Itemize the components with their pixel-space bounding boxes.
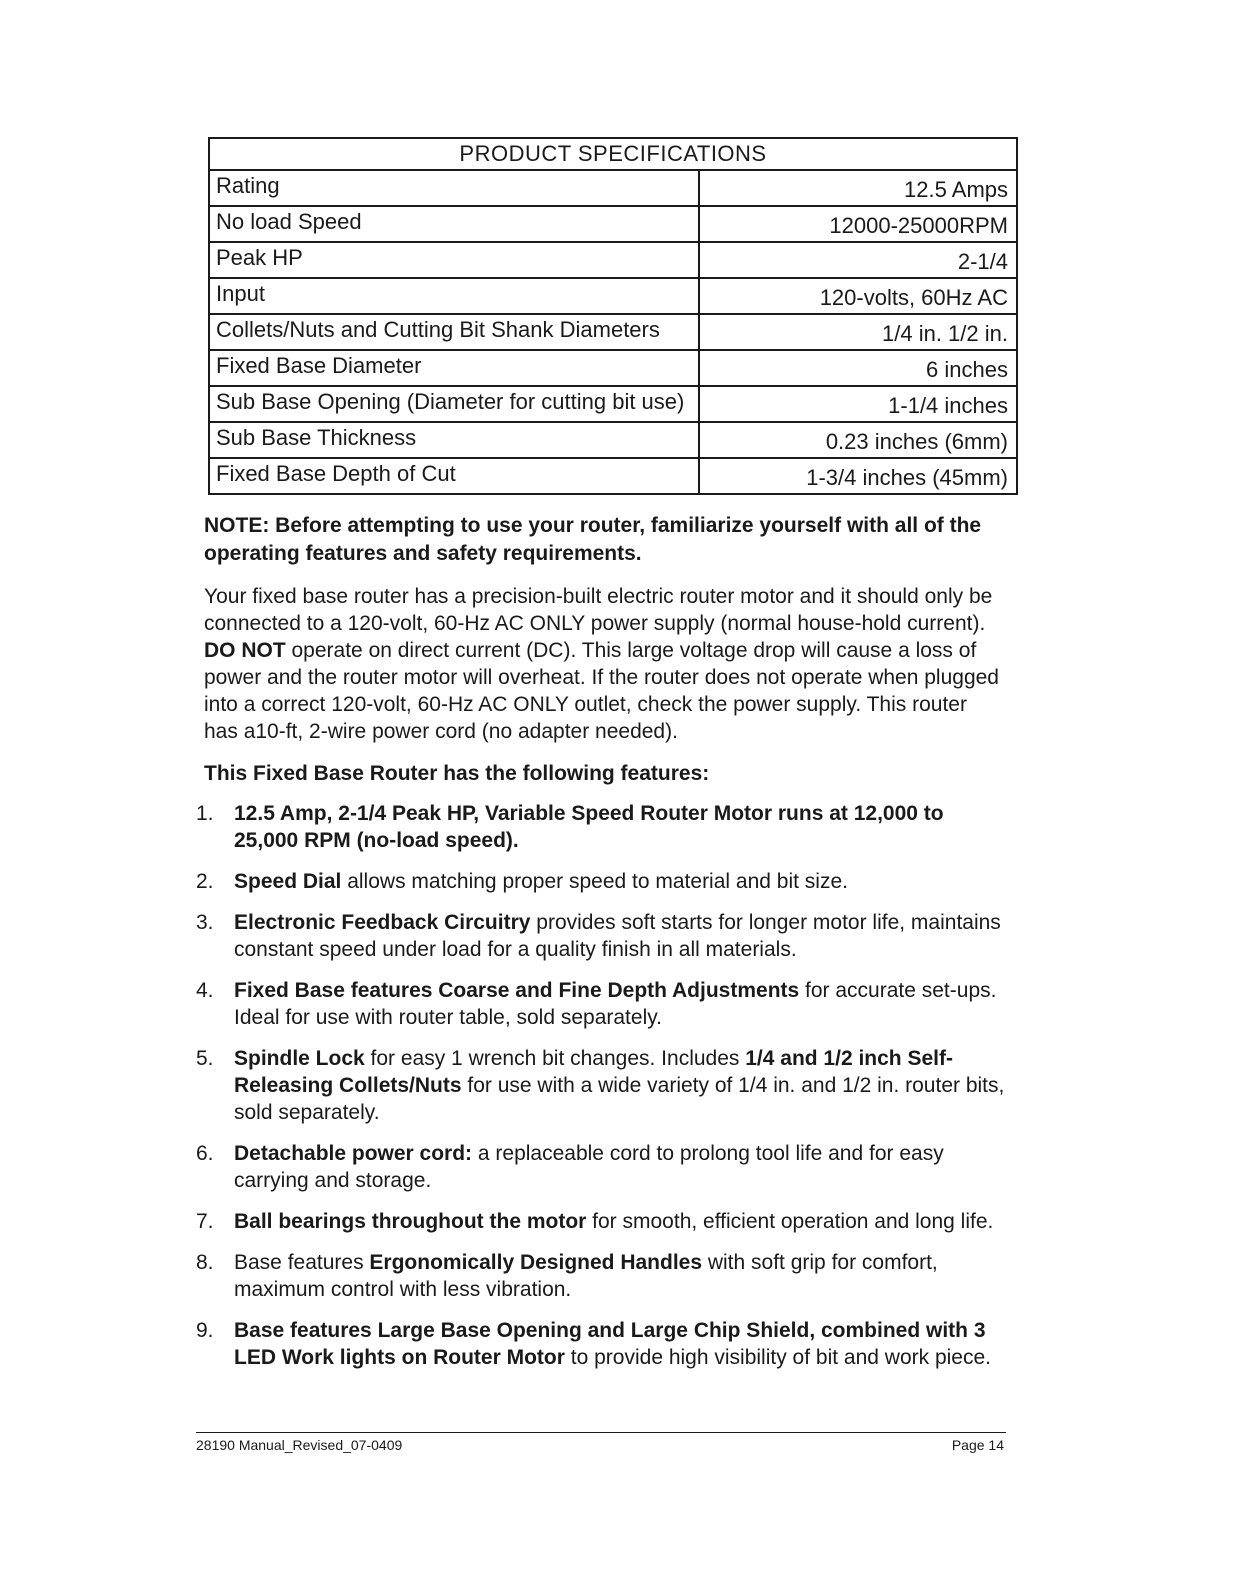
spec-value: 0.23 inches (6mm) [699,422,1017,458]
feature-bold: 12.5 Amp, 2-1/4 Peak HP, Variable Speed Router Motor runs at 12,000 to 25,000 RPM (no-load speed). [234,802,944,852]
intro-paragraph [204,583,1004,745]
intro-text-1: Your fixed base router has a precision-built electric router motor and it should only be connected to a 120-volt, 60-Hz AC ONLY power supply (normal house-hold current). [204,585,993,635]
feature-item [196,1045,1006,1126]
feature-item [196,868,1006,895]
product-specifications-table [208,137,1018,495]
features-heading: This Fixed Base Router has the following features: [204,762,710,785]
feature-number: 9. [196,1319,214,1342]
spec-value: 120-volts, 60Hz AC [699,278,1017,314]
feature-item [196,1317,1006,1371]
spec-row [209,350,1017,386]
feature-text: for easy 1 wrench bit changes. Includes [364,1047,746,1070]
spec-value: 6 inches [699,350,1017,386]
feature-bold: Base features Large Base Opening and Large Chip Shield, combined with 3 LED Work lights on Router Motor [234,1319,986,1369]
spec-row [209,278,1017,314]
features-list [196,800,1006,1385]
feature-item [196,1140,1006,1194]
spec-row [209,242,1017,278]
feature-bold: Detachable power cord: [234,1142,473,1165]
spec-label: Rating [209,170,699,206]
feature-text-2: for use with a wide variety of 1/4 in. and 1/2 in. router bits, sold separately. [234,1074,1005,1124]
spec-label: Input [209,278,699,314]
spec-value: 12000-25000RPM [699,206,1017,242]
feature-item [196,909,1006,963]
spec-row [209,206,1017,242]
feature-pre-text: Base features [234,1251,370,1274]
spec-label: Fixed Base Diameter [209,350,699,386]
spec-label: Sub Base Opening (Diameter for cutting bit use) [209,386,699,422]
spec-value: 1/4 in. 1/2 in. [699,314,1017,350]
feature-bold: Fixed Base features Coarse and Fine Depth Adjustments [234,979,800,1002]
safety-note: NOTE: Before attempting to use your router, familiarize yourself with all of the operating features and safety requirements. [204,514,982,565]
feature-item [196,1208,1006,1235]
feature-number: 4. [196,979,214,1002]
feature-number: 2. [196,870,214,893]
feature-text: a replaceable cord to prolong tool life and for easy carrying and storage. [234,1142,944,1192]
feature-bold: Spindle Lock [234,1047,365,1070]
feature-text: with soft grip for comfort, maximum control with less vibration. [234,1251,938,1301]
feature-number: 5. [196,1047,214,1070]
spec-value: 12.5 Amps [699,170,1017,206]
spec-label: Sub Base Thickness [209,422,699,458]
spec-row [209,386,1017,422]
feature-item [196,800,1006,854]
spec-label: No load Speed [209,206,699,242]
feature-bold-2: 1/4 and 1/2 inch Self-Releasing Collets/Nuts [234,1047,953,1097]
footer-page-number: Page 14 [951,1437,1004,1453]
feature-number: 1. [196,802,214,825]
footer-document-id: 28190 Manual_Revised_07-0409 [196,1437,403,1453]
feature-bold: Speed Dial [234,870,342,893]
spec-table-title: PRODUCT SPECIFICATIONS [209,138,1017,170]
feature-bold: Ball bearings throughout the motor [234,1210,587,1233]
feature-text: provides soft starts for longer motor life, maintains constant speed under load for a quality finish in all materials. [234,911,1001,961]
feature-number: 6. [196,1142,214,1165]
spec-label: Collets/Nuts and Cutting Bit Shank Diameters [209,314,699,350]
do-not-emphasis: DO NOT [204,639,286,662]
spec-row [209,458,1017,494]
spec-row [209,170,1017,206]
spec-label: Peak HP [209,242,699,278]
feature-item [196,977,1006,1031]
feature-item [196,1249,1006,1303]
feature-bold: Electronic Feedback Circuitry [234,911,531,934]
spec-row [209,314,1017,350]
feature-text: for smooth, efficient operation and long life. [586,1210,994,1233]
spec-value: 1-1/4 inches [699,386,1017,422]
spec-value: 2-1/4 [699,242,1017,278]
feature-number: 3. [196,911,214,934]
feature-bold: Ergonomically Designed Handles [369,1251,703,1274]
spec-label: Fixed Base Depth of Cut [209,458,699,494]
feature-number: 8. [196,1251,214,1274]
feature-text: allows matching proper speed to material and bit size. [341,870,848,893]
intro-text-2: operate on direct current (DC). This large voltage drop will cause a loss of power and the router motor will overheat. If the router does not operate when plugged into a correct 120-volt, 60-Hz AC ONLY outlet, check the power supply. This router has a10-ft, 2-wire power cord (no adapter needed). [204,639,999,743]
feature-text: to provide high visibility of bit and work piece. [564,1346,991,1369]
spec-row [209,422,1017,458]
feature-text: for accurate set-ups. Ideal for use with router table, sold separately. [234,979,997,1029]
feature-number: 7. [196,1210,214,1233]
footer-divider [196,1432,1006,1433]
spec-value: 1-3/4 inches (45mm) [699,458,1017,494]
